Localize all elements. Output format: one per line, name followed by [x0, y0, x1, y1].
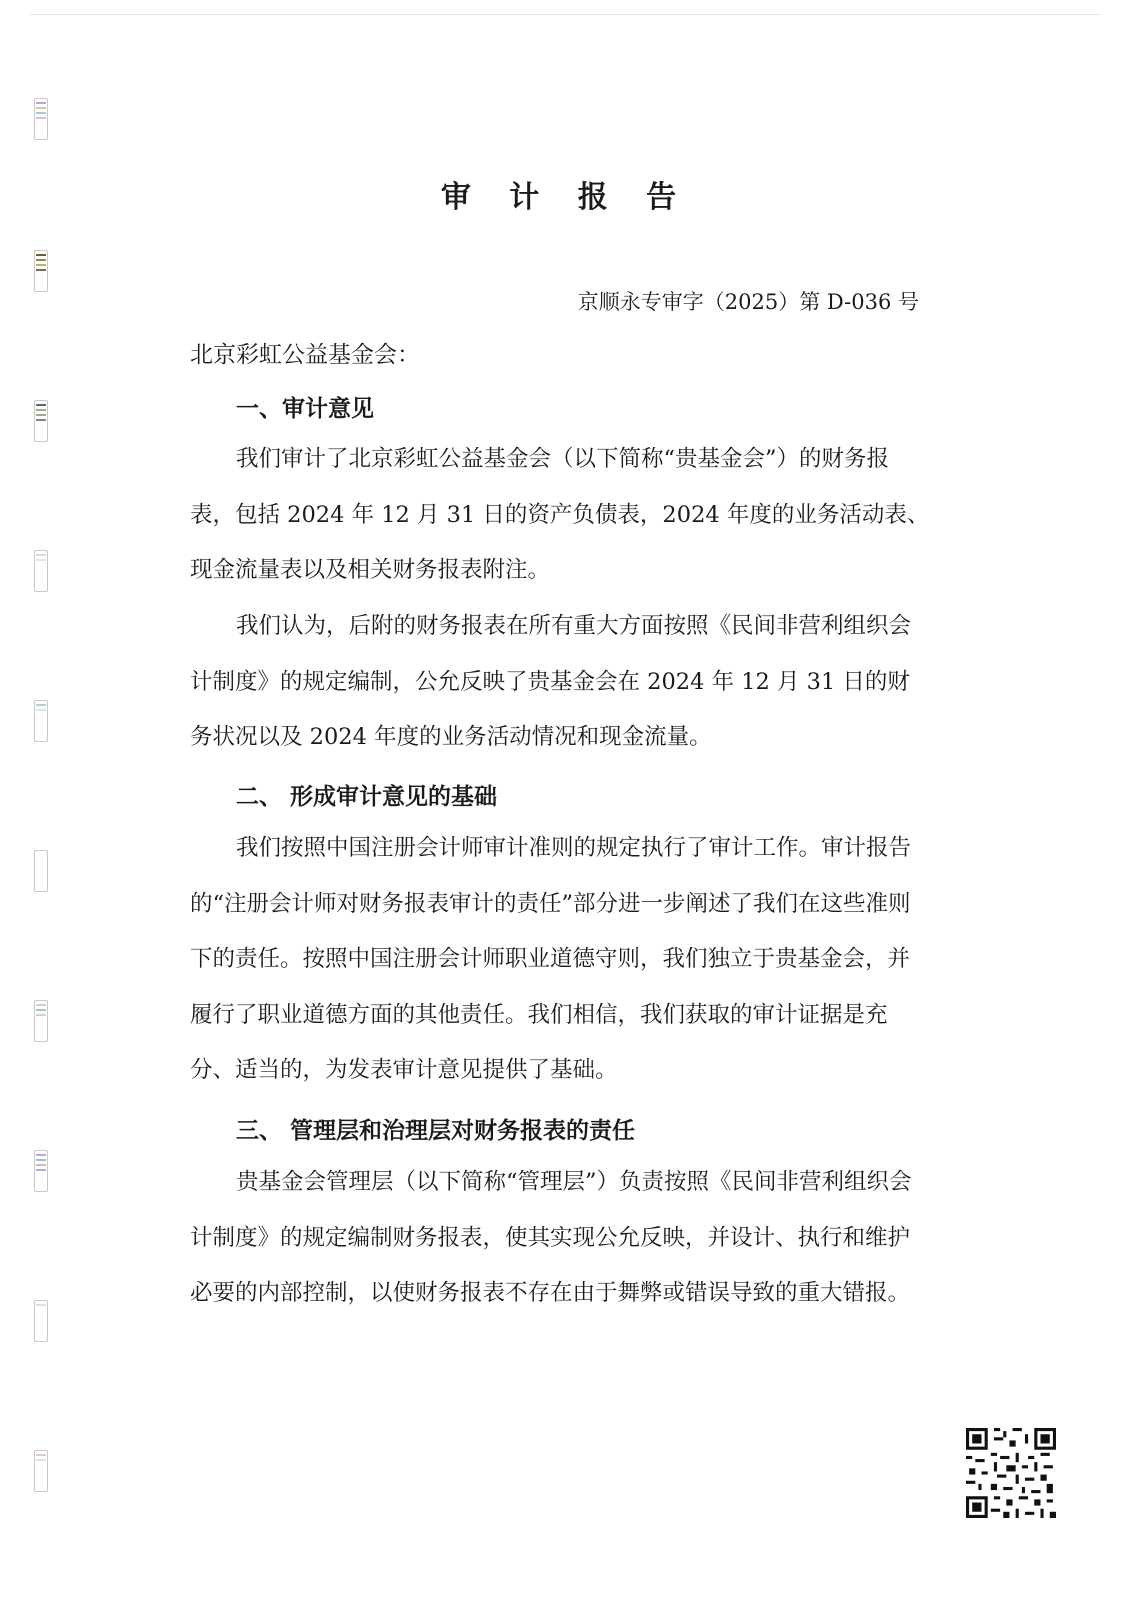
- binding-mark: [34, 400, 48, 442]
- binding-mark: [34, 98, 48, 140]
- addressee: 北京彩虹公益基金会：: [190, 342, 420, 368]
- binding-mark: [34, 1150, 48, 1192]
- binding-mark: [34, 250, 48, 292]
- section-heading-management-responsibility: 三、 管理层和治理层对财务报表的责任: [236, 1117, 636, 1144]
- binding-mark: [34, 1300, 48, 1342]
- binding-mark: [34, 850, 48, 892]
- report-title: 审 计 报 告: [440, 180, 691, 215]
- section-heading-audit-opinion: 一、审计意见: [236, 395, 374, 422]
- binding-mark: [34, 550, 48, 592]
- paragraph-management-responsibility: 贵基金会管理层（以下简称“管理层”）负责按照《民间非营利组织会计制度》的规定编制财务报表，使其实现公允反映，并设计、执行和维护必要的内部控制，以使财务报表不存在由于舞弊或错误导致的重大错报。: [190, 1169, 912, 1306]
- paragraph-basis: 我们按照中国注册会计师审计准则的规定执行了审计工作。审计报告的“注册会计师对财务报表审计的责任”部分进一步阐述了我们在这些准则下的责任。按照中国注册会计师职业道德守则，我们独立于贵基金会，并履行了职业道德方面的其他责任。我们相信，我们获取的审计证据是充分、适当的，为发表审计意见提供了基础。: [190, 835, 912, 1083]
- section-heading-basis: 二、 形成审计意见的基础: [236, 783, 498, 810]
- binding-mark: [34, 700, 48, 742]
- document-number: 京顺永专审字（2025）第 D-036 号: [577, 290, 919, 314]
- paragraph-audit-scope: 我们审计了北京彩虹公益基金会（以下简称“贵基金会”）的财务报表，包括 2024 年 12 月 31 日的资产负债表，2024 年度的业务活动表、现金流量表以及相关财务报表附注。: [190, 446, 930, 583]
- binding-mark: [34, 1000, 48, 1042]
- paragraph-audit-conclusion: 我们认为，后附的财务报表在所有重大方面按照《民间非营利组织会计制度》的规定编制，公允反映了贵基金会在 2024 年 12 月 31 日的财务状况以及 2024 年度的业务活动情况和现金流量。: [190, 613, 912, 750]
- binding-mark: [34, 1450, 48, 1492]
- qr-code-icon: [966, 1428, 1056, 1518]
- scan-edge-line: [30, 14, 1101, 15]
